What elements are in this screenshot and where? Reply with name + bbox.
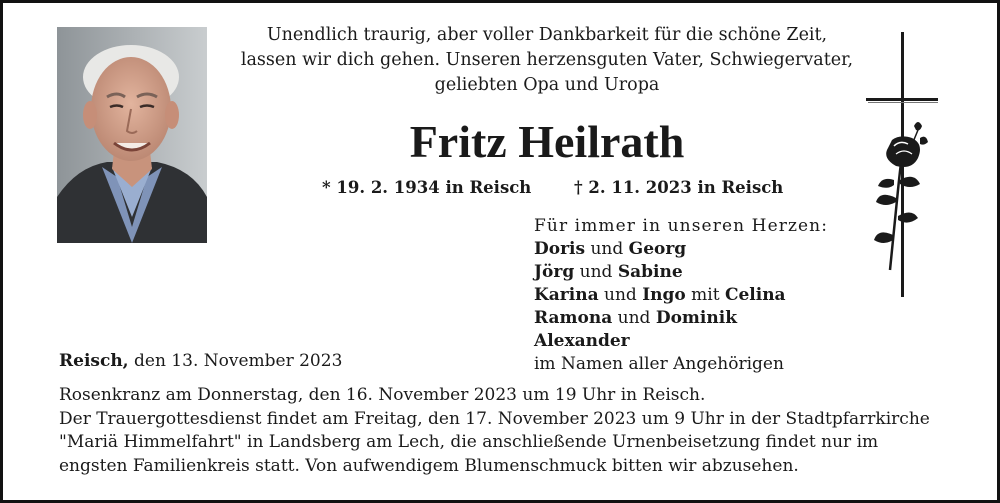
family-connector-text: mit	[685, 285, 725, 305]
intro-text	[232, 23, 862, 98]
portrait-photo	[57, 27, 207, 243]
family-member-name: Jörg	[534, 262, 575, 282]
family-list	[534, 238, 828, 376]
place-name: Reisch,	[59, 351, 129, 371]
family-heading: Für immer in unseren Herzen:	[534, 216, 829, 236]
intro-line: lassen wir dich gehen. Unseren herzensguten Vater, Schwiegervater,	[240, 50, 854, 70]
family-member-line	[534, 261, 828, 284]
family-member-name: Alexander	[534, 331, 630, 351]
intro-line: Unendlich traurig, aber voller Dankbarkeit für die schöne Zeit,	[266, 25, 828, 45]
family-member-name: Dominik	[655, 308, 737, 328]
service-notes	[59, 384, 930, 478]
family-member-line	[534, 238, 828, 261]
service-note-line: "Mariä Himmelfahrt" in Landsberg am Lech, die anschließende Urnenbeisetzung findet nur im	[59, 432, 879, 452]
family-member-name: Georg	[628, 239, 687, 259]
service-note-line: Der Trauergottesdienst findet am Freitag, den 17. November 2023 um 9 Uhr in der Stadtpfarrkirche	[59, 408, 930, 429]
family-connector-text: und	[612, 308, 656, 328]
intro-line: geliebten Opa und Uropa	[434, 75, 660, 95]
family-connector-text: im Namen aller Angehörigen	[534, 354, 784, 374]
family-connector-text: und	[585, 239, 629, 259]
family-member-name: Ramona	[534, 308, 613, 328]
family-member-line	[534, 353, 828, 376]
cross-with-rose-icon	[860, 30, 950, 300]
deceased-name: Fritz Heilrath	[409, 116, 685, 167]
service-note-line: engsten Familienkreis statt. Von aufwendigem Blumenschmuck bitten wir abzusehen.	[59, 455, 799, 476]
family-member-line	[534, 284, 828, 307]
family-member-line	[534, 307, 828, 330]
birth-date: * 19. 2. 1934 in Reisch	[322, 178, 532, 197]
rosary-note: Rosenkranz am Donnerstag, den 16. November 2023 um 19 Uhr in Reisch.	[59, 385, 706, 405]
death-date: † 2. 11. 2023 in Reisch	[574, 178, 784, 197]
family-member-name: Karina	[534, 285, 599, 305]
family-member-name: Celina	[724, 285, 786, 305]
notice-date: den 13. November 2023	[128, 351, 343, 371]
family-connector-text: und	[598, 285, 643, 305]
family-member-name: Doris	[534, 239, 586, 259]
family-member-line	[534, 330, 828, 353]
place-date	[59, 351, 342, 371]
family-member-name: Sabine	[617, 262, 683, 282]
family-block	[534, 215, 828, 376]
family-member-name: Ingo	[642, 285, 686, 305]
family-connector-text: und	[574, 262, 618, 282]
